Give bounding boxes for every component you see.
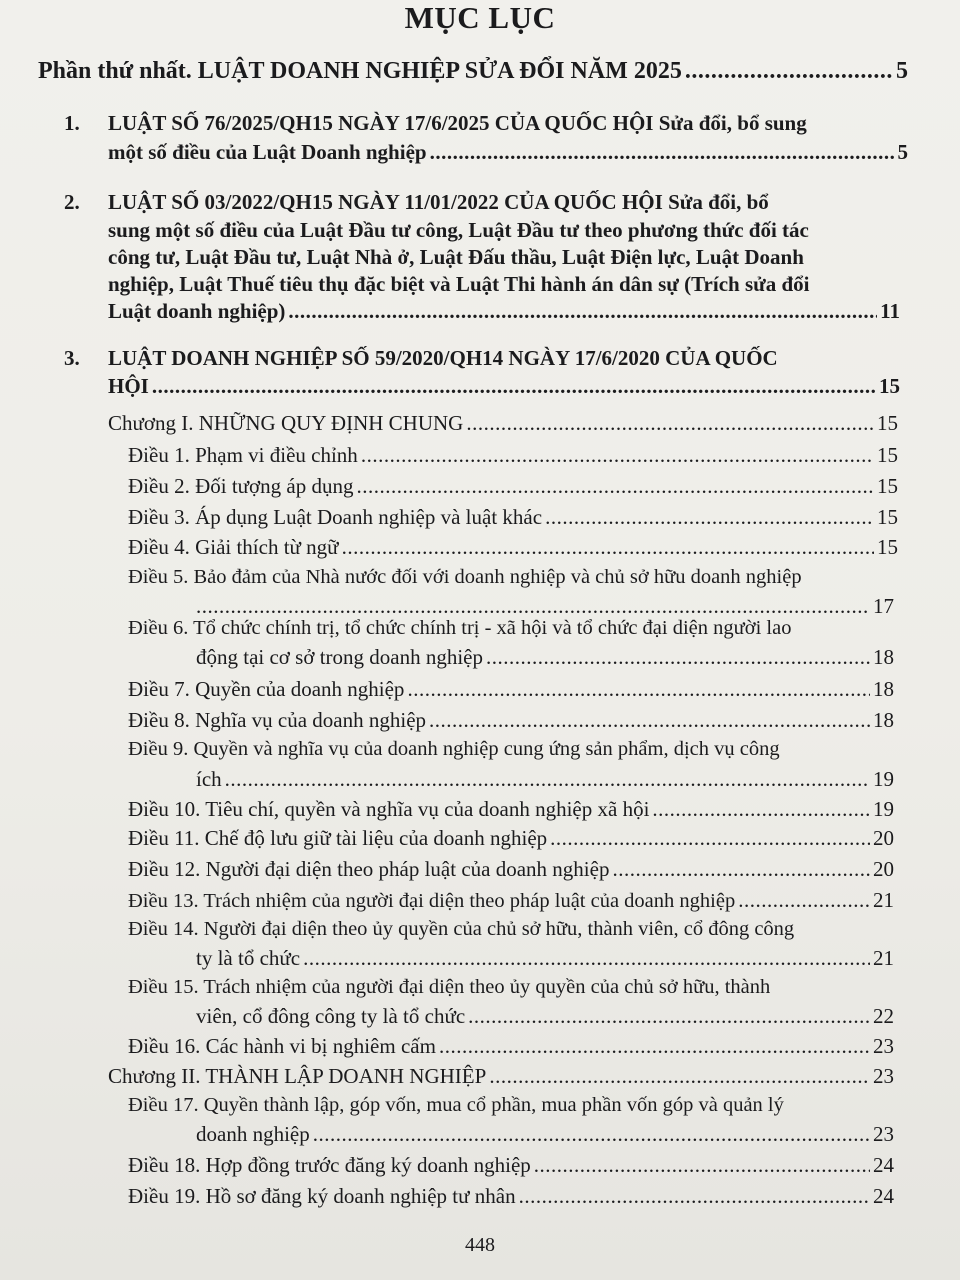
- article-14-page: 21: [873, 946, 894, 970]
- dot-leader: [303, 946, 870, 971]
- section-2-page: 11: [880, 299, 900, 323]
- dot-leader: [468, 1004, 870, 1029]
- article-6-label-cont: động tại cơ sở trong doanh nghiệp: [196, 645, 483, 669]
- article-5-page: 17: [873, 594, 894, 618]
- article-18-page: 24: [873, 1153, 894, 1177]
- section-1-line-1: [108, 111, 807, 136]
- page-number: 448: [465, 1234, 495, 1256]
- toc-article-12: [128, 857, 894, 882]
- chapter-1-label: Chương I. NHỮNG QUY ĐỊNH CHUNG: [108, 411, 464, 435]
- toc-article-2: [128, 474, 898, 499]
- toc-article-18: [128, 1153, 894, 1178]
- dot-leader: [738, 888, 870, 913]
- dot-leader: [545, 505, 874, 530]
- toc-part-1: [38, 58, 908, 85]
- article-17-label-cont: doanh nghiệp: [196, 1122, 310, 1146]
- article-4-label: Điều 4. Giải thích từ ngữ: [128, 535, 339, 559]
- toc-article-3: [128, 505, 898, 530]
- article-13-page: 21: [873, 888, 894, 912]
- article-17-page: 23: [873, 1122, 894, 1146]
- section-3-number: 3.: [64, 346, 80, 370]
- part-1-page: 5: [896, 58, 908, 84]
- article-18-label: Điều 18. Hợp đồng trước đăng ký doanh nghiệp: [128, 1153, 531, 1177]
- article-14-label-cont: ty là tổ chức: [196, 946, 301, 970]
- article-1-label: Điều 1. Phạm vi điều chỉnh: [128, 443, 358, 467]
- dot-leader: [685, 58, 893, 85]
- article-3-page: 15: [877, 505, 898, 529]
- toc-article-7: [128, 677, 894, 702]
- article-4-page: 15: [877, 535, 898, 559]
- dot-leader: [288, 299, 877, 324]
- chapter-1-page: 15: [877, 411, 898, 435]
- toc-article-4: [128, 535, 898, 560]
- dot-leader: [313, 1122, 870, 1147]
- article-14-label: Điều 14. Người đại diện theo ủy quyền của chủ sở hữu, thành viên, cổ đông công: [128, 918, 795, 940]
- dot-leader: [342, 535, 874, 560]
- section-2-number: 2.: [64, 190, 80, 214]
- article-17-label: Điều 17. Quyền thành lập, góp vốn, mua cổ phần, mua phần vốn góp và quản lý: [128, 1094, 784, 1116]
- section-2-title: LUẬT SỐ 03/2022/QH15 NGÀY 11/01/2022 CỦA QUỐC HỘI: [108, 190, 663, 214]
- toc-article-19: [128, 1184, 894, 1209]
- article-12-page: 20: [873, 857, 894, 881]
- toc-chapter-2: [108, 1064, 894, 1089]
- dot-leader: [430, 140, 895, 165]
- toc-article-1: [128, 443, 898, 468]
- dot-leader: [225, 767, 870, 792]
- section-3-page: 15: [879, 374, 900, 398]
- toc-article-10: [128, 797, 894, 822]
- section-3-line-2: [108, 374, 900, 399]
- section-2-line-3: công tư, Luật Đầu tư, Luật Nhà ở, Luật Đấu thầu, Luật Điện lực, Luật Doanh: [108, 245, 804, 269]
- article-6-page: 18: [873, 645, 894, 669]
- article-2-label: Điều 2. Đối tượng áp dụng: [128, 474, 354, 498]
- article-7-page: 18: [873, 677, 894, 701]
- article-8-label: Điều 8. Nghĩa vụ của doanh nghiệp: [128, 708, 427, 732]
- dot-leader: [361, 443, 874, 468]
- dot-leader: [466, 411, 874, 436]
- dot-leader: [486, 645, 870, 670]
- section-2-title-end: Luật doanh nghiệp): [108, 299, 286, 323]
- toc-article-8: [128, 708, 894, 733]
- dot-leader: [429, 708, 870, 733]
- section-1-title-cont: một số điều của Luật Doanh nghiệp: [108, 140, 427, 164]
- dot-leader: [152, 374, 876, 399]
- dot-leader: [407, 677, 870, 702]
- dot-leader: [612, 857, 870, 882]
- article-19-page: 24: [873, 1184, 894, 1208]
- section-1-number: 1.: [64, 111, 80, 135]
- article-1-page: 15: [877, 443, 898, 467]
- toc-article-16: [128, 1034, 894, 1059]
- article-9-page: 19: [873, 767, 894, 791]
- article-15-label: Điều 15. Trách nhiệm của người đại diện theo ủy quyền của chủ sở hữu, thành: [128, 976, 771, 998]
- chapter-2-label: Chương II. THÀNH LẬP DOANH NGHIỆP: [108, 1064, 487, 1088]
- article-13-label: Điều 13. Trách nhiệm của người đại diện theo pháp luật của doanh nghiệp: [128, 890, 736, 912]
- section-2-line-5: [108, 299, 900, 324]
- article-9-label-cont: ích: [196, 767, 222, 791]
- toc-article-9: [196, 767, 894, 792]
- toc-article-5: [196, 594, 894, 619]
- toc-article-14: [196, 946, 894, 971]
- section-2-line-1: [108, 190, 769, 215]
- article-7-label: Điều 7. Quyền của doanh nghiệp: [128, 677, 405, 701]
- section-2-title-rest: Sửa đổi, bổ: [662, 190, 769, 214]
- chapter-2-page: 23: [873, 1064, 894, 1088]
- article-16-page: 23: [873, 1034, 894, 1058]
- article-15-label-cont: viên, cổ đông công ty là tổ chức: [196, 1004, 466, 1028]
- toc-article-15: [196, 1004, 894, 1029]
- toc-article-17: [196, 1122, 894, 1147]
- dot-leader: [652, 797, 870, 822]
- dot-leader: [519, 1184, 870, 1209]
- part-1-label: Phần thứ nhất. LUẬT DOANH NGHIỆP SỬA ĐỔI NĂM 2025: [38, 58, 682, 84]
- article-15-page: 22: [873, 1004, 894, 1028]
- section-1-line-2: [108, 140, 908, 165]
- dot-leader: [439, 1034, 870, 1059]
- article-11-label: Điều 11. Chế độ lưu giữ tài liệu của doanh nghiệp: [128, 826, 548, 850]
- article-16-label: Điều 16. Các hành vi bị nghiêm cấm: [128, 1034, 436, 1058]
- section-2-line-4: nghiệp, Luật Thuế tiêu thụ đặc biệt và Luật Thi hành án dân sự (Trích sửa đổi: [108, 272, 810, 296]
- dot-leader: [550, 826, 870, 851]
- toc-chapter-1: [108, 411, 898, 436]
- dot-leader: [489, 1064, 870, 1089]
- section-1-page: 5: [897, 140, 908, 164]
- article-10-page: 19: [873, 797, 894, 821]
- article-9-label: Điều 9. Quyền và nghĩa vụ của doanh nghiệp cung ứng sản phẩm, dịch vụ công: [128, 738, 780, 760]
- section-2-line-2: sung một số điều của Luật Đầu tư công, Luật Đầu tư theo phương thức đối tác: [108, 218, 809, 242]
- article-3-label: Điều 3. Áp dụng Luật Doanh nghiệp và luật khác: [128, 505, 543, 529]
- dot-leader: [356, 474, 874, 499]
- article-2-page: 15: [877, 474, 898, 498]
- dot-leader: [534, 1153, 870, 1178]
- article-19-label: Điều 19. Hồ sơ đăng ký doanh nghiệp tư nhân: [128, 1184, 516, 1208]
- article-6-label: Điều 6. Tổ chức chính trị, tổ chức chính trị - xã hội và tổ chức đại diện người lao: [128, 617, 792, 639]
- section-1-title: LUẬT SỐ 76/2025/QH15 NGÀY 17/6/2025 CỦA QUỐC HỘI: [108, 111, 654, 135]
- section-3-title-end: HỘI: [108, 374, 149, 398]
- article-11-page: 20: [873, 826, 894, 850]
- article-8-page: 18: [873, 708, 894, 732]
- toc-article-6: [196, 645, 894, 670]
- article-5-label: Điều 5. Bảo đảm của Nhà nước đối với doanh nghiệp và chủ sở hữu doanh nghiệp: [128, 566, 802, 588]
- section-1-title-rest: Sửa đổi, bổ sung: [653, 111, 807, 135]
- dot-leader: [196, 594, 870, 619]
- article-10-label: Điều 10. Tiêu chí, quyền và nghĩa vụ của doanh nghiệp xã hội: [128, 797, 650, 821]
- page-title: MỤC LỤC: [404, 0, 556, 35]
- section-3-line-1: LUẬT DOANH NGHIỆP SỐ 59/2020/QH14 NGÀY 17/6/2020 CỦA QUỐC: [108, 346, 778, 370]
- toc-article-11: [128, 826, 894, 851]
- article-12-label: Điều 12. Người đại diện theo pháp luật của doanh nghiệp: [128, 857, 610, 881]
- toc-article-13: [128, 888, 894, 913]
